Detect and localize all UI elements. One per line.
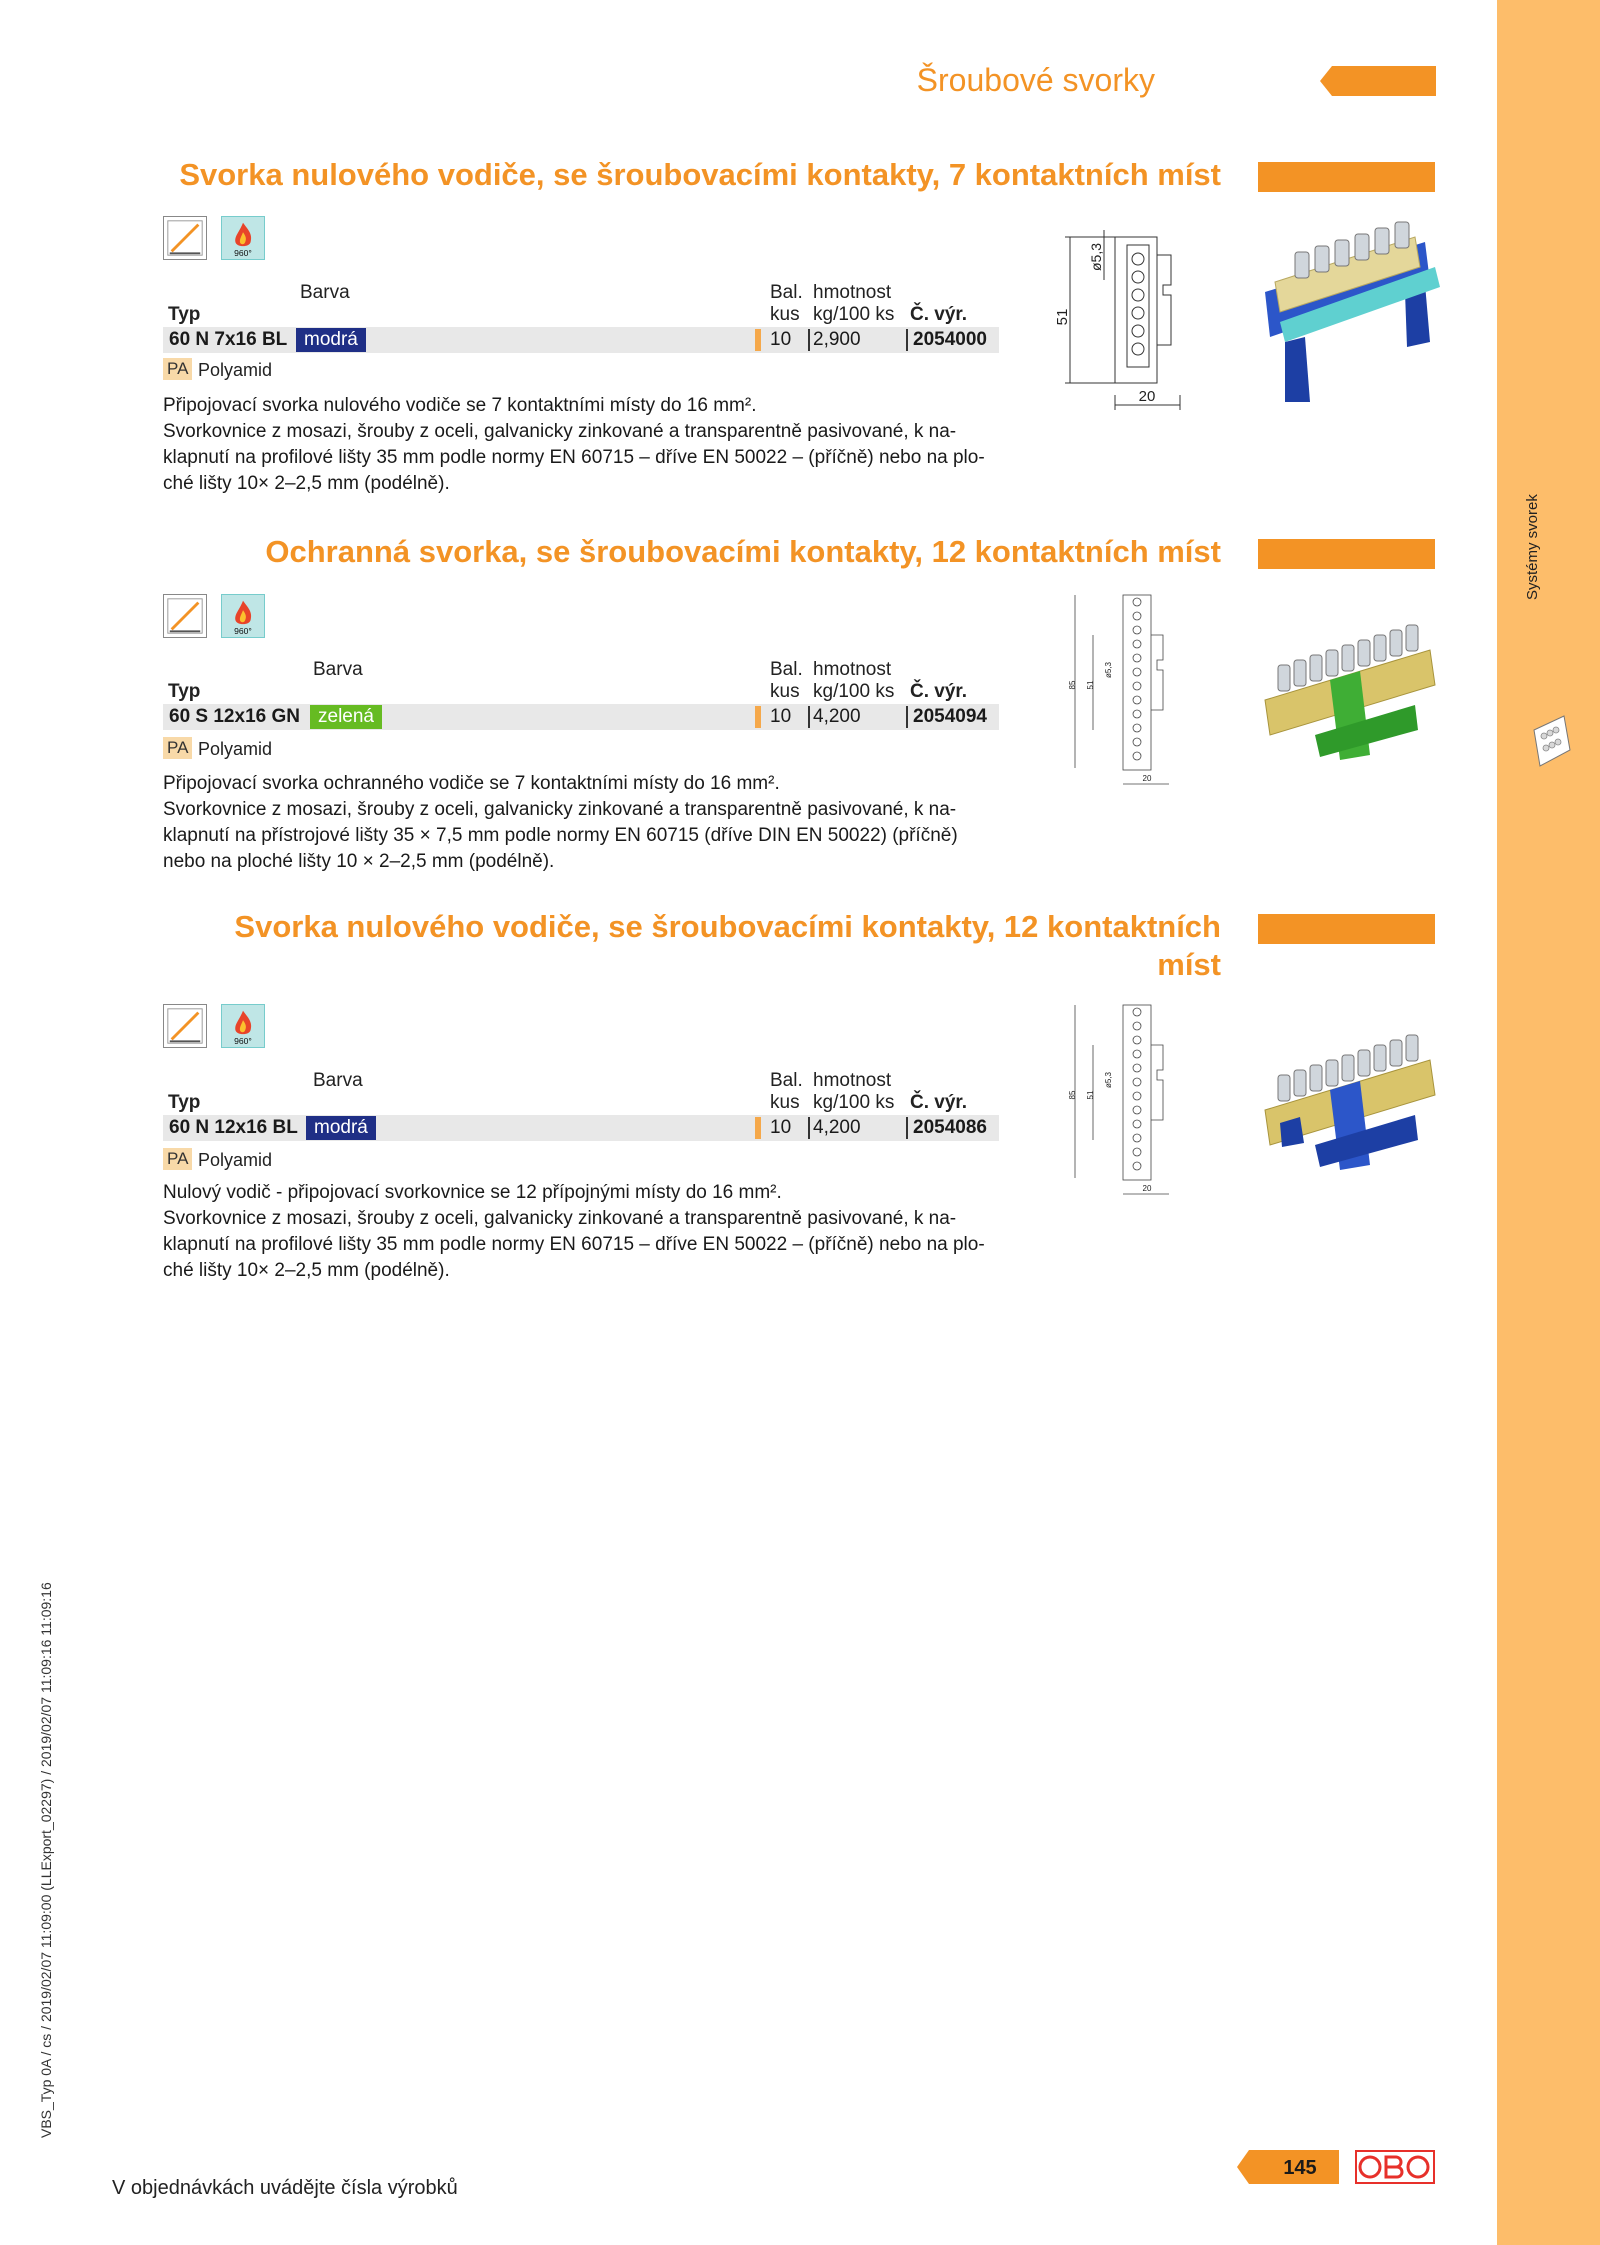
flame-test-icon <box>163 594 207 638</box>
material-code: PA <box>163 1148 192 1170</box>
description-line: Připojovací svorka nulového vodiče se 7 kontaktními místy do 16 mm². <box>163 395 757 416</box>
pack-cell: 10 <box>770 706 792 727</box>
dimension-diameter: ø5,3 <box>1104 661 1113 679</box>
column-separator <box>755 1117 761 1139</box>
description-line: klapnutí na přístrojové lišty 35 × 7,5 mm podle normy EN 60715 (dříve DIN EN 50022) (příčně) <box>163 825 958 846</box>
column-separator <box>906 706 908 728</box>
fire-resistance-label: 960° <box>234 626 252 637</box>
section-heading-tab <box>1320 66 1436 96</box>
fire-resistance-icon <box>221 216 265 260</box>
dimension-height: 51 <box>1086 1090 1095 1100</box>
color-header: Barva <box>313 659 363 680</box>
weight-header-1: hmotnost <box>813 1070 892 1091</box>
weight-header-2: kg/100 ks <box>813 1092 895 1113</box>
weight-cell: 4,200 <box>813 706 861 727</box>
column-separator <box>808 706 810 728</box>
column-separator <box>906 1117 908 1139</box>
order-number-cell: 2054086 <box>913 1117 987 1138</box>
material-name: Polyamid <box>198 739 273 759</box>
technical-drawing <box>1065 590 1195 790</box>
sidebar-band <box>1497 0 1600 2245</box>
product-photo <box>1260 1015 1440 1175</box>
approval-badges <box>163 594 265 638</box>
order-number-cell: 2054000 <box>913 329 987 350</box>
column-separator <box>755 329 761 351</box>
obo-logo <box>1355 2150 1435 2184</box>
product-photo <box>1260 605 1440 765</box>
weight-header-1: hmotnost <box>813 282 892 303</box>
product-description <box>163 1180 1003 1284</box>
product-title-bar <box>1258 539 1435 569</box>
fire-resistance-label: 960° <box>234 248 252 259</box>
sidebar-label: Systémy svorek <box>1524 494 1541 600</box>
dimension-overall-height: 85 <box>1068 680 1077 690</box>
technical-drawing <box>1065 1000 1195 1200</box>
dimension-overall-height: 85 <box>1068 1090 1077 1100</box>
flame-test-icon <box>163 1004 207 1048</box>
type-cell: 60 N 12x16 BL <box>169 1117 298 1138</box>
product-title-bar <box>1258 914 1435 944</box>
color-header: Barva <box>300 282 350 303</box>
fire-resistance-icon <box>221 1004 265 1048</box>
weight-header-2: kg/100 ks <box>813 681 895 702</box>
description-line: Připojovací svorka ochranného vodiče se 7 kontaktními místy do 16 mm². <box>163 773 780 794</box>
dimension-height: 51 <box>1086 680 1095 690</box>
fire-resistance-label: 960° <box>234 1036 252 1047</box>
technical-drawing <box>1045 225 1195 410</box>
flame-test-icon <box>163 216 207 260</box>
description-line: Svorkovnice z mosazi, šrouby z oceli, galvanicky zinkované a transparentně pasivované, k na- <box>163 1208 957 1229</box>
product-title: Svorka nulového vodiče, se šroubovacími kontakty, 7 kontaktních míst <box>179 157 1221 192</box>
column-separator <box>808 329 810 351</box>
pack-cell: 10 <box>770 329 792 350</box>
description-line: klapnutí na profilové lišty 35 mm podle normy EN 60715 – dříve EN 50022 – (příčně) nebo na plo- <box>163 447 985 468</box>
material-code: PA <box>163 358 192 380</box>
description-line: Svorkovnice z mosazi, šrouby z oceli, galvanicky zinkované a transparentně pasivované, k na- <box>163 421 957 442</box>
column-separator <box>808 1117 810 1139</box>
dimension-width: 20 <box>1142 774 1152 783</box>
footer-note: V objednávkách uvádějte čísla výrobků <box>112 2177 458 2199</box>
order-number-cell: 2054094 <box>913 706 987 727</box>
section-heading: Šroubové svorky <box>916 62 1155 98</box>
approval-badges <box>163 1004 265 1048</box>
product-table-row <box>163 704 999 730</box>
approval-badges <box>163 216 265 260</box>
type-cell: 60 N 7x16 BL <box>169 329 288 350</box>
material-code: PA <box>163 737 192 759</box>
product-description <box>163 393 1003 497</box>
dimension-diameter: ø5,3 <box>1104 1071 1113 1089</box>
material-name: Polyamid <box>198 360 273 380</box>
order-number-header: Č. výr. <box>910 681 968 702</box>
pack-header-2: kus <box>770 681 800 702</box>
color-cell: modrá <box>296 328 366 352</box>
product-title-bar <box>1258 162 1435 192</box>
terminal-block-icon <box>1528 710 1574 772</box>
product-table-row <box>163 1115 999 1141</box>
product-photo <box>1255 212 1465 402</box>
color-header: Barva <box>313 1070 363 1091</box>
material-name: Polyamid <box>198 1150 273 1170</box>
type-cell: 60 S 12x16 GN <box>169 706 300 727</box>
weight-header-1: hmotnost <box>813 659 892 680</box>
weight-header-2: kg/100 ks <box>813 304 895 325</box>
product-description <box>163 771 1003 875</box>
product-title: Ochranná svorka, se šroubovacími kontakty, 12 kontaktních míst <box>265 534 1221 569</box>
type-header: Typ <box>168 681 201 702</box>
color-cell: modrá <box>306 1116 376 1140</box>
description-line: ché lišty 10× 2–2,5 mm (podélně). <box>163 1260 450 1281</box>
description-line: nebo na ploché lišty 10 × 2–2,5 mm (podélně). <box>163 851 555 872</box>
column-separator <box>906 329 908 351</box>
type-header: Typ <box>168 1092 201 1113</box>
weight-cell: 2,900 <box>813 329 861 350</box>
dimension-width: 20 <box>1142 1184 1152 1193</box>
pack-header-2: kus <box>770 1092 800 1113</box>
description-line: Nulový vodič - připojovací svorkovnice se 12 přípojnými místy do 16 mm². <box>163 1182 782 1203</box>
print-metadata: VBS_Typ 0A / cs / 2019/02/07 11:09:00 (LLExport_02297) / 2019/02/07 11:09:16 11:09:16 <box>38 1582 54 2138</box>
dimension-height: 51 <box>1054 308 1071 326</box>
pack-cell: 10 <box>770 1117 792 1138</box>
description-line: klapnutí na profilové lišty 35 mm podle normy EN 60715 – dříve EN 50022 – (příčně) nebo na plo- <box>163 1234 985 1255</box>
description-line: ché lišty 10× 2–2,5 mm (podélně). <box>163 473 450 494</box>
order-number-header: Č. výr. <box>910 304 968 325</box>
product-title: Svorka nulového vodiče, se šroubovacími kontakty, 12 kontaktních míst <box>234 909 1221 982</box>
column-separator <box>755 706 761 728</box>
type-header: Typ <box>168 304 201 325</box>
color-cell: zelená <box>310 705 382 729</box>
fire-resistance-icon <box>221 594 265 638</box>
dimension-diameter: ø5,3 <box>1088 242 1104 272</box>
product-table-row <box>163 327 999 353</box>
page-number: 145 <box>1283 2157 1317 2179</box>
description-line: Svorkovnice z mosazi, šrouby z oceli, galvanicky zinkované a transparentně pasivované, k na- <box>163 799 957 820</box>
order-number-header: Č. výr. <box>910 1092 968 1113</box>
pack-header-1: Bal. <box>770 1070 803 1091</box>
pack-header-2: kus <box>770 304 800 325</box>
dimension-width: 20 <box>1138 388 1156 405</box>
weight-cell: 4,200 <box>813 1117 861 1138</box>
pack-header-1: Bal. <box>770 282 803 303</box>
pack-header-1: Bal. <box>770 659 803 680</box>
